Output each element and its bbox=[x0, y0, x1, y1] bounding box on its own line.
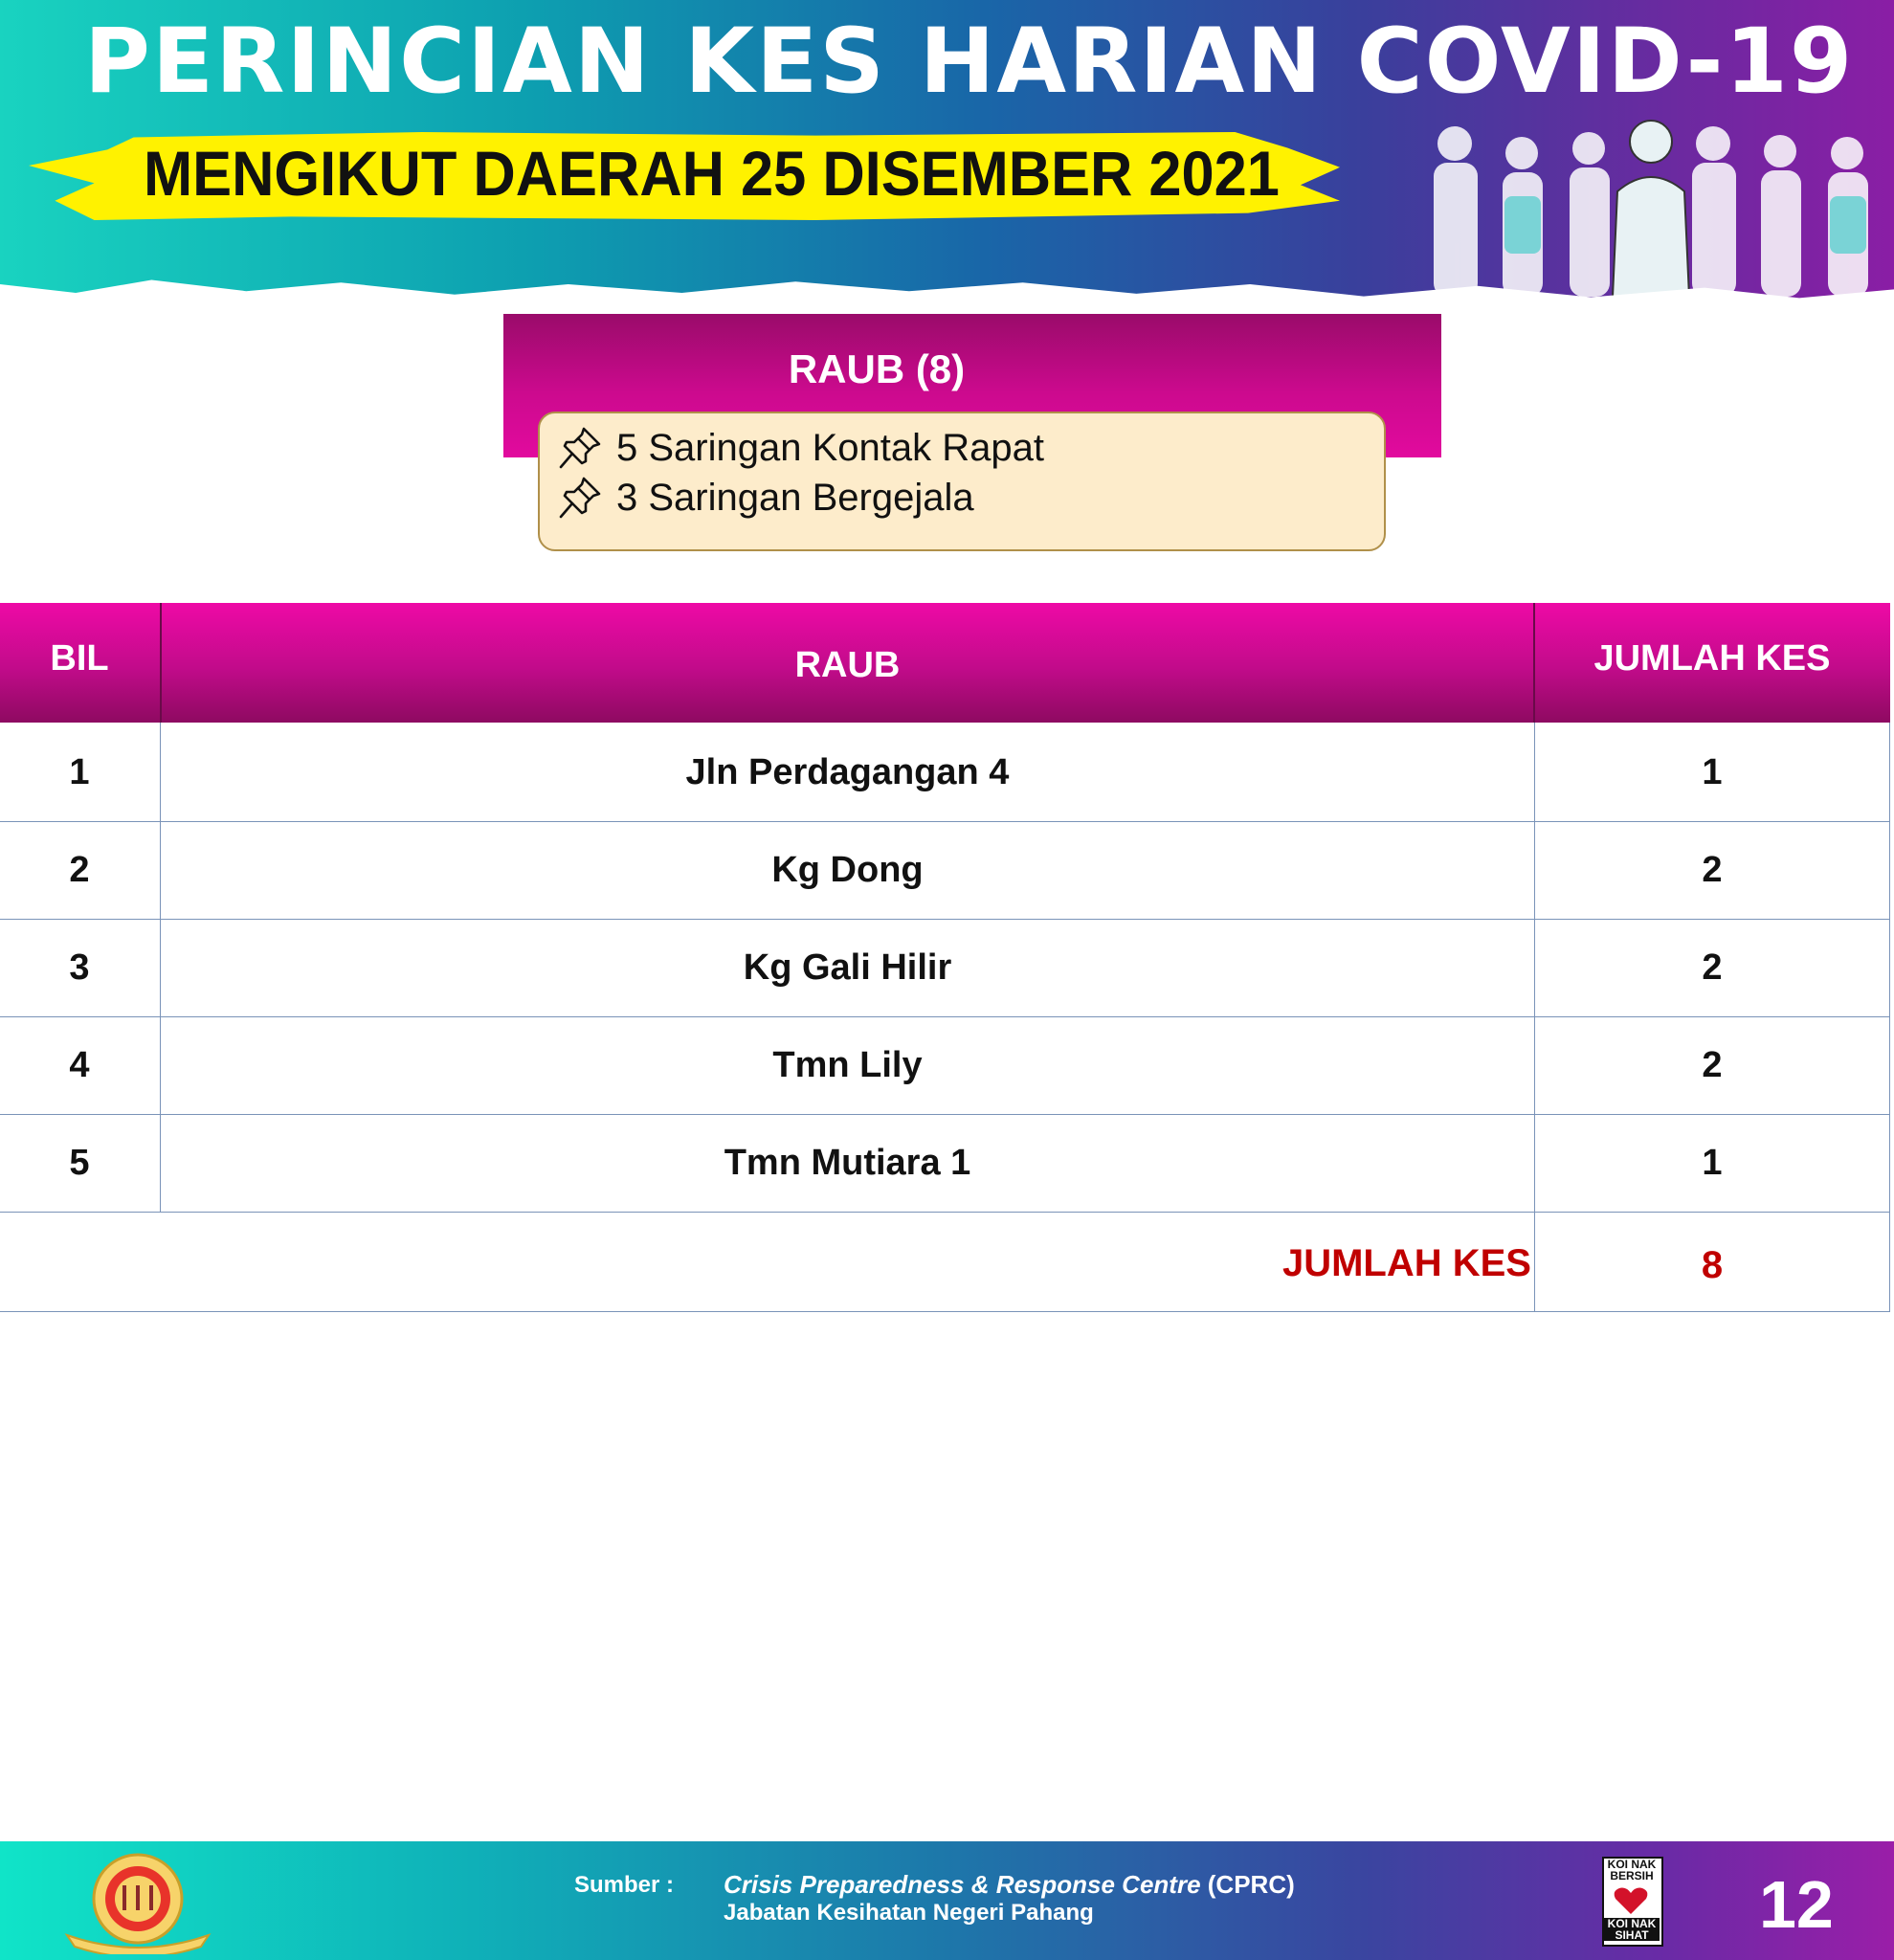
total-label: JUMLAH KES bbox=[1281, 1242, 1531, 1284]
note-item bbox=[557, 477, 974, 519]
column-header-bil: BIL bbox=[50, 638, 109, 679]
table-cell-cases: 2 bbox=[1702, 1045, 1723, 1085]
row-divider bbox=[0, 821, 1890, 822]
column-header-location: RAUB bbox=[794, 645, 901, 685]
total-value: 8 bbox=[1701, 1244, 1724, 1286]
pushpin-icon bbox=[557, 475, 603, 521]
row-divider bbox=[0, 1311, 1890, 1312]
column-divider bbox=[1534, 723, 1535, 1311]
page-subtitle: MENGIKUT DAERAH 25 DISEMBER 2021 bbox=[144, 138, 1280, 209]
page-number: 12 bbox=[1759, 1867, 1834, 1942]
row-divider bbox=[0, 919, 1890, 920]
table-cell-cases: 1 bbox=[1702, 752, 1723, 792]
source-department: Jabatan Kesihatan Negeri Pahang bbox=[724, 1900, 1094, 1926]
jkn-logo bbox=[57, 1847, 218, 1954]
note-item bbox=[557, 427, 1044, 469]
district-title: RAUB (8) bbox=[788, 346, 966, 391]
table-cell-location: Jln Perdagangan 4 bbox=[685, 752, 1010, 792]
source-label: Sumber : bbox=[574, 1872, 675, 1898]
source-organization bbox=[724, 1870, 1295, 1900]
table-cell-bil: 3 bbox=[69, 947, 90, 988]
table-cell-bil: 4 bbox=[69, 1045, 90, 1085]
row-divider bbox=[0, 1016, 1890, 1017]
table-cell-location: Tmn Lily bbox=[772, 1045, 923, 1085]
note-text: 3 Saringan Bergejala bbox=[616, 476, 974, 519]
table-cell-location: Kg Dong bbox=[771, 850, 924, 890]
row-divider bbox=[0, 1212, 1890, 1213]
heart-icon bbox=[1612, 1885, 1650, 1916]
table-cell-bil: 5 bbox=[69, 1143, 90, 1183]
page-title: PERINCIAN KES HARIAN COVID-19 bbox=[84, 10, 1855, 114]
table-cell-bil: 1 bbox=[69, 752, 90, 792]
table-cell-cases: 1 bbox=[1702, 1143, 1723, 1183]
column-header-cases: JUMLAH KES bbox=[1593, 638, 1831, 679]
koi-logo-bottom-text: KOI NAK SIHAT bbox=[1604, 1918, 1660, 1941]
source-org-name: Crisis Preparedness & Response Centre bbox=[724, 1870, 1201, 1899]
pushpin-icon bbox=[557, 425, 603, 471]
note-text: 5 Saringan Kontak Rapat bbox=[616, 426, 1044, 469]
row-divider bbox=[0, 1114, 1890, 1115]
table-cell-cases: 2 bbox=[1702, 850, 1723, 890]
table-right-border bbox=[1889, 723, 1890, 1311]
source-org-abbr: (CPRC) bbox=[1200, 1870, 1295, 1899]
healthcare-workers-illustration bbox=[1397, 105, 1894, 297]
table-cell-location: Tmn Mutiara 1 bbox=[724, 1143, 971, 1183]
koi-logo-top-text: KOI NAK BERSIH bbox=[1607, 1858, 1657, 1882]
table-cell-bil: 2 bbox=[69, 850, 90, 890]
table-cell-location: Kg Gali Hilir bbox=[743, 947, 952, 988]
table-cell-cases: 2 bbox=[1702, 947, 1723, 988]
